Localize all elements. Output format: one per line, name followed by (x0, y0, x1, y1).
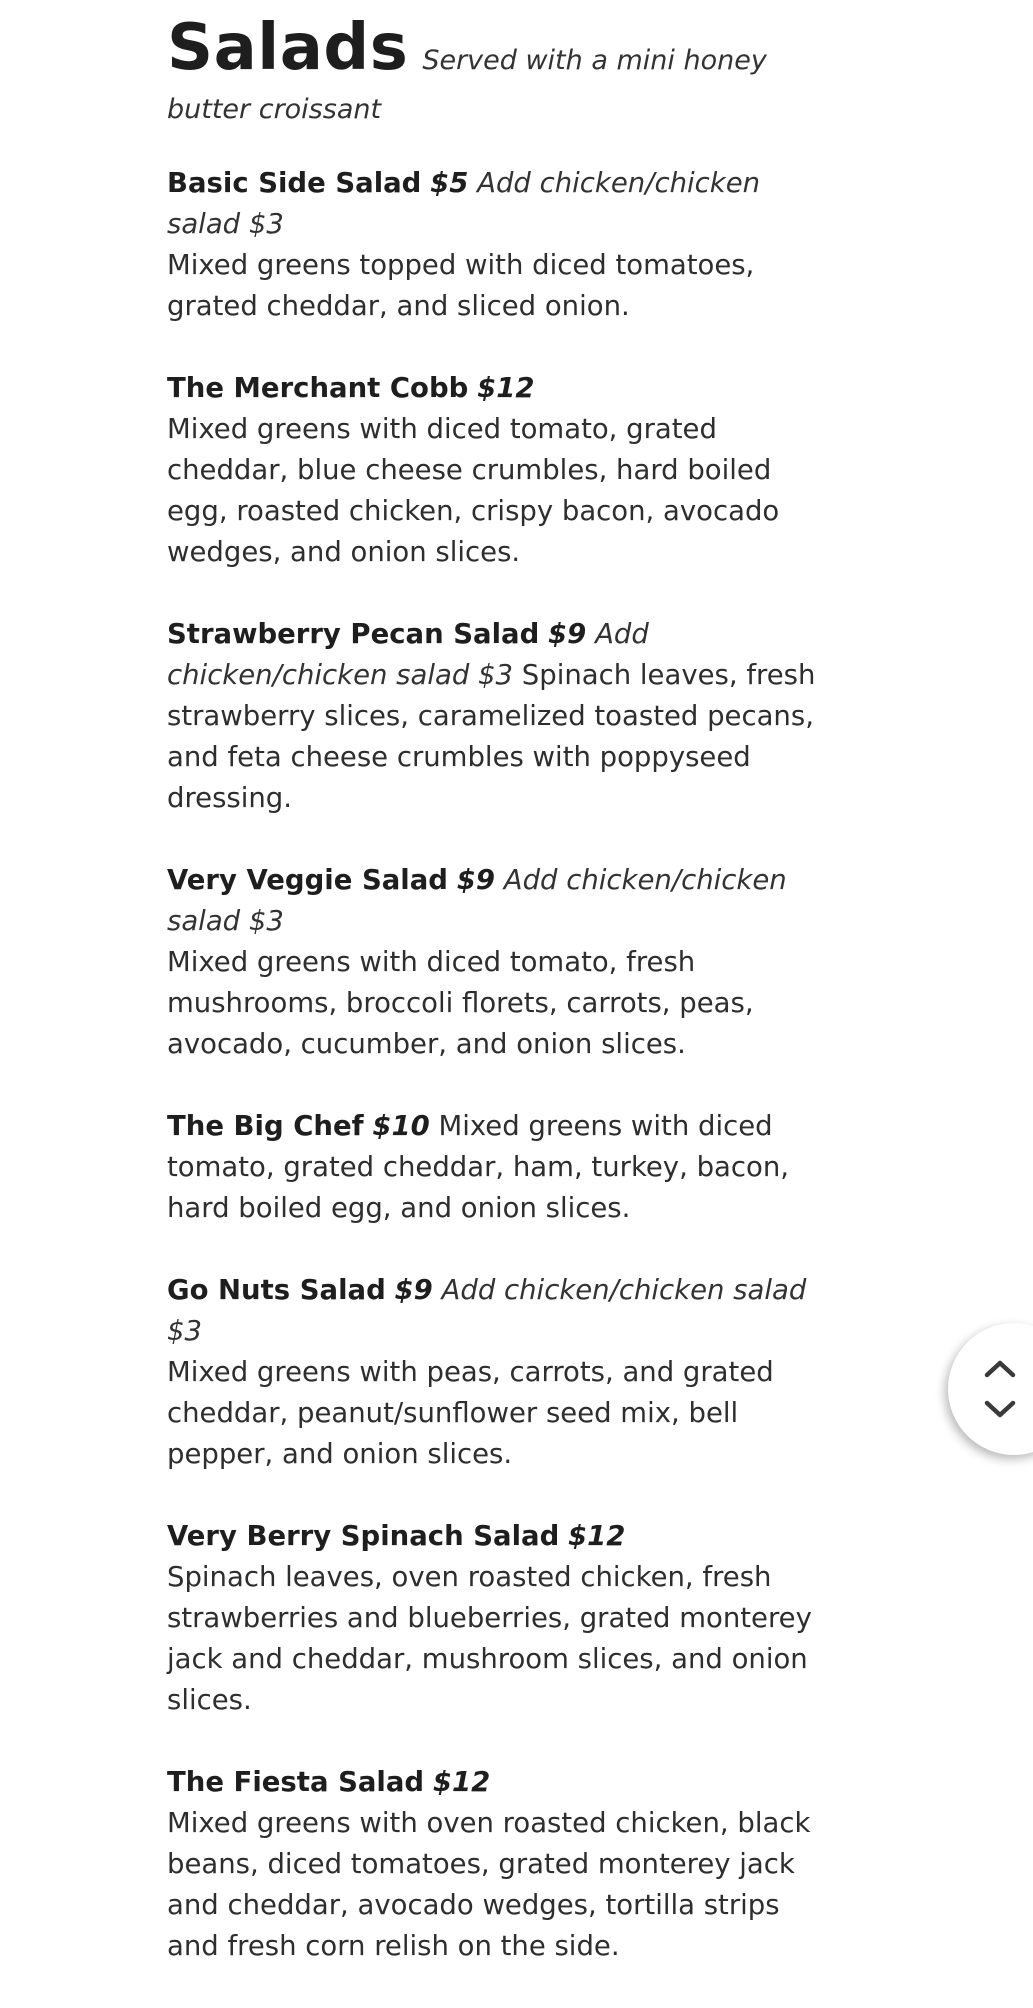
item-description: Mixed greens with diced tomato, grated cheddar, ham, turkey, bacon, hard boiled egg, and onion slices. (167, 1110, 789, 1224)
menu-item (167, 1516, 833, 1721)
section-subtitle: Served with a mini honey butter croissant (167, 45, 767, 125)
menu-item (167, 614, 833, 819)
item-name: Basic Side Salad (167, 167, 422, 199)
section-header (167, 8, 833, 135)
item-price: $12 (477, 372, 535, 404)
item-description: Mixed greens topped with diced tomatoes, grated cheddar, and sliced onion. (167, 249, 755, 322)
scroll-navigation-widget (948, 1323, 1033, 1455)
item-price: $5 (430, 167, 469, 199)
chevron-down-icon (984, 1400, 1016, 1420)
chevron-up-icon (984, 1358, 1016, 1378)
item-description: Mixed greens with diced tomato, grated cheddar, blue cheese crumbles, hard boiled egg, roasted chicken, crispy bacon, avocado wedges, and onion slices. (167, 413, 780, 568)
item-name: Very Veggie Salad (167, 864, 448, 896)
section-title: Salads (167, 11, 409, 85)
menu-item (167, 1106, 833, 1229)
item-price: $10 (372, 1110, 430, 1142)
scroll-down-button[interactable] (982, 1395, 1018, 1425)
item-description: Mixed greens with peas, carrots, and grated cheddar, peanut/sunflower seed mix, bell pepper, and onion slices. (167, 1356, 774, 1470)
item-description: Spinach leaves, fresh strawberry slices, caramelized toasted pecans, and feta cheese crumbles with poppyseed dressing. (167, 659, 816, 814)
menu-item (167, 1270, 833, 1475)
item-price: $12 (568, 1520, 626, 1552)
item-name: Strawberry Pecan Salad (167, 618, 540, 650)
item-description: Spinach leaves, oven roasted chicken, fresh strawberries and blueberries, grated monterey jack and cheddar, mushroom slices, and onion slices. (167, 1561, 812, 1716)
item-addon: Add chicken/chicken salad $3 (167, 618, 649, 691)
item-addon: Add chicken/chicken salad $3 (167, 1274, 807, 1347)
item-price: $9 (394, 1274, 433, 1306)
menu-item (167, 163, 833, 327)
menu-item (167, 1762, 833, 1967)
item-price: $9 (548, 618, 587, 650)
item-name: The Fiesta Salad (167, 1766, 425, 1798)
item-price: $12 (432, 1766, 491, 1798)
menu-item (167, 368, 833, 573)
item-price: $9 (456, 864, 496, 896)
item-name: Very Berry Spinach Salad (167, 1520, 560, 1552)
scroll-up-button[interactable] (982, 1353, 1018, 1383)
item-addon: Add chicken/chicken salad $3 (167, 864, 787, 937)
menu-item (167, 860, 833, 1065)
item-name: Go Nuts Salad (167, 1274, 386, 1306)
item-description: Mixed greens with diced tomato, fresh mushrooms, broccoli florets, carrots, peas, avocado, cucumber, and onion slices. (167, 946, 754, 1060)
item-name: The Merchant Cobb (167, 372, 469, 404)
item-name: The Big Chef (167, 1110, 364, 1142)
salads-menu (167, 8, 833, 2008)
item-description: Mixed greens with oven roasted chicken, black beans, diced tomatoes, grated monterey jack and cheddar, avocado wedges, tortilla strips and fresh corn relish on the side. (167, 1807, 811, 1962)
item-addon: Add chicken/chicken salad $3 (167, 167, 761, 240)
